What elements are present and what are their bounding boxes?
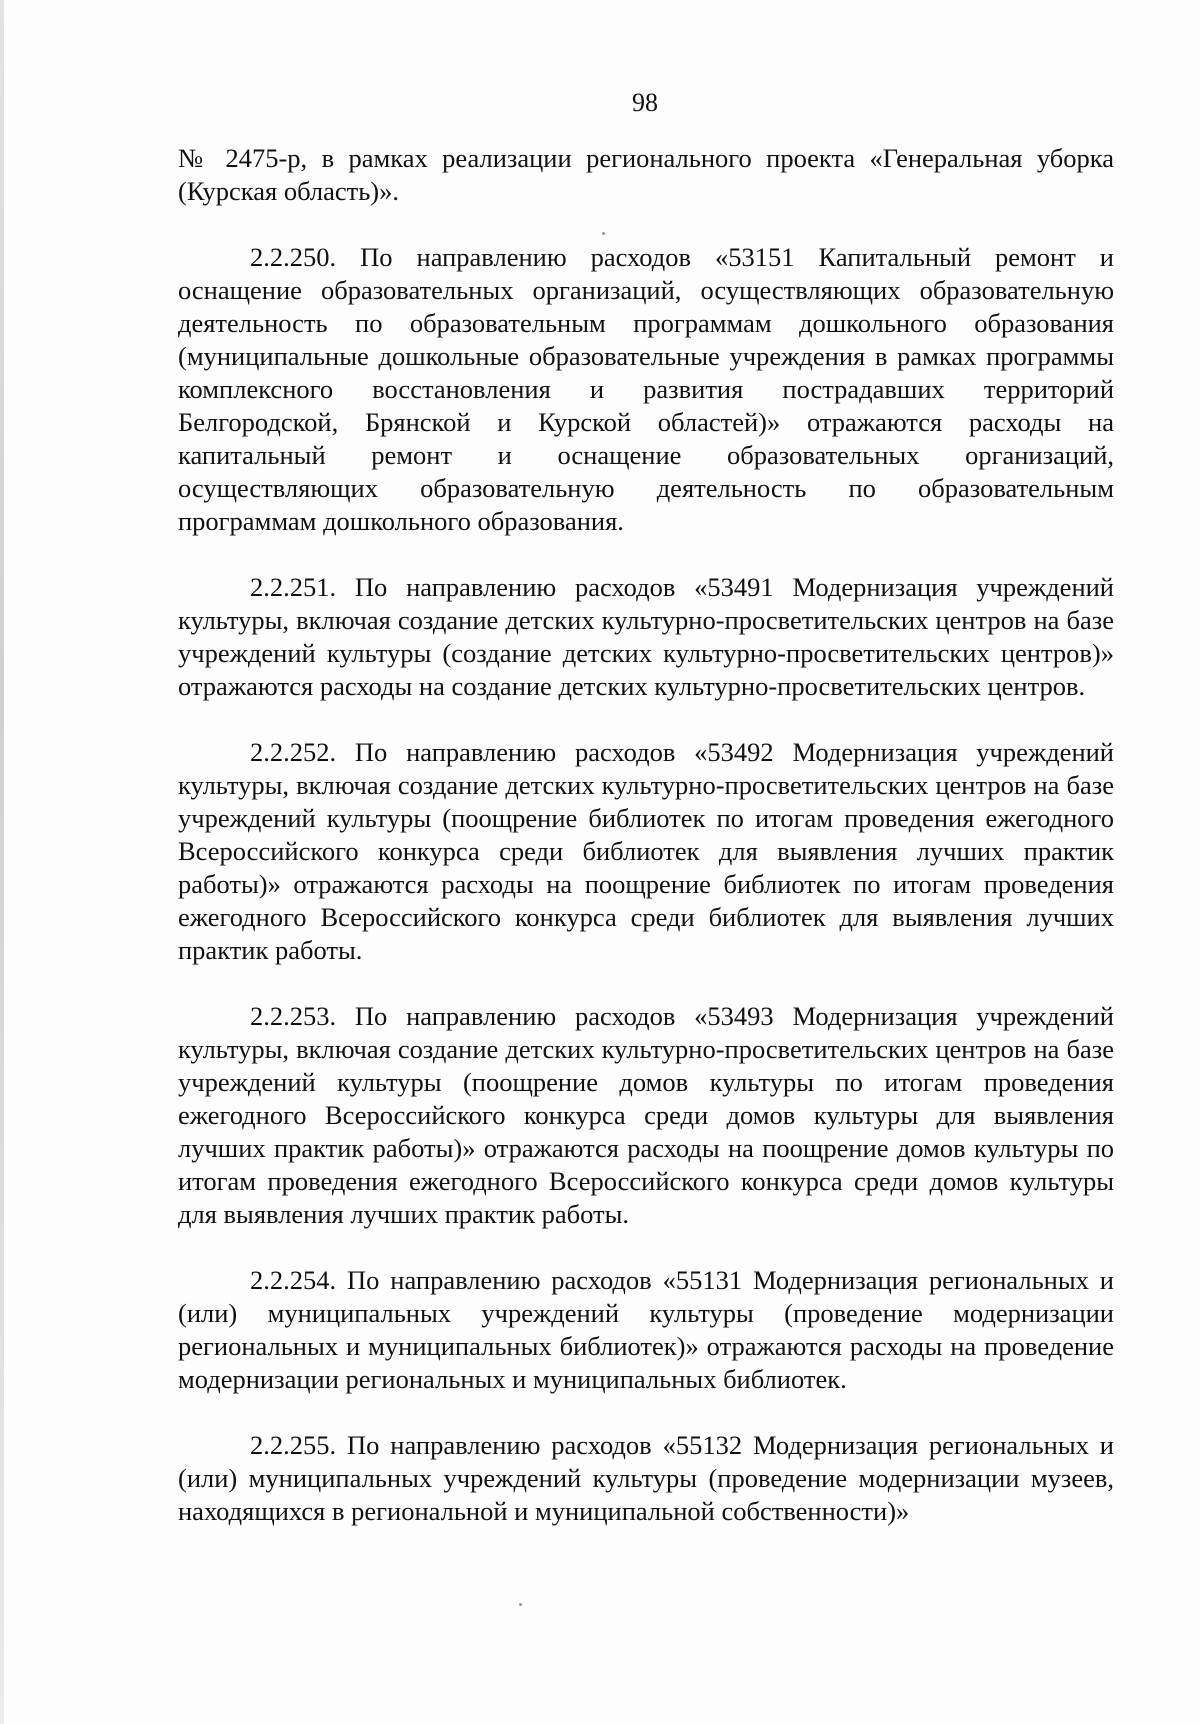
paragraph-2-2-250: 2.2.250. По направлению расходов «53151 Капитальный ремонт и оснащение образовательных организаций, осуществляющих образовательную деятельность по образовательным программам дошкольного образования (муниципальные дошкольные образовательные учреждения в рамках программы комплексного восстановления и развития пострадавших территорий Белгородской, Брянской и Курской областей)» отражаются расходы на капитальный ремонт и оснащение образовательных организаций, осуществляющих образовательную деятельность по образовательным программам дошкольного образования.	[178, 242, 1114, 536]
document-body	[178, 142, 1114, 1528]
paragraph-2-2-251: 2.2.251. По направлению расходов «53491 Модернизация учреждений культуры, включая создание детских культурно-просветительских центров на базе учреждений культуры (создание детских культурно-просветительских центров)» отражаются расходы на создание детских культурно-просветительских центров.	[178, 572, 1114, 701]
paragraph-2-2-252: 2.2.252. По направлению расходов «53492 Модернизация учреждений культуры, включая создание детских культурно-просветительских центров на базе учреждений культуры (поощрение библиотек по итогам проведения ежегодного Всероссийского конкурса среди библиотек для выявления лучших практик работы)» отражаются расходы на поощрение библиотек по итогам проведения ежегодного Всероссийского конкурса среди библиотек для выявления лучших практик работы.	[178, 737, 1114, 965]
page-number: 98	[632, 88, 658, 117]
scan-speck	[602, 232, 605, 235]
paragraph-2-2-254: 2.2.254. По направлению расходов «55131 Модернизация региональных и (или) муниципальных учреждений культуры (проведение модернизации региональных и муниципальных библиотек)» отражаются расходы на проведение модернизации региональных и муниципальных библиотек.	[178, 1265, 1114, 1394]
scan-edge-shadow	[0, 0, 4, 1724]
scan-speck	[519, 1603, 522, 1606]
paragraph-2-2-255: 2.2.255. По направлению расходов «55132 Модернизация региональных и (или) муниципальных учреждений культуры (проведение модернизации музеев, находящихся в региональной и муниципальной собственности)»	[178, 1430, 1114, 1526]
paragraph-2-2-253: 2.2.253. По направлению расходов «53493 Модернизация учреждений культуры, включая создание детских культурно-просветительских центров на базе учреждений культуры (поощрение домов культуры по итогам проведения ежегодного Всероссийского конкурса среди домов культуры для выявления лучших практик работы)» отражаются расходы на поощрение домов культуры по итогам проведения ежегодного Всероссийского конкурса среди домов культуры для выявления лучших практик работы.	[178, 1001, 1114, 1229]
paragraph-continuation: № 2475-р, в рамках реализации регионального проекта «Генеральная уборка (Курская область)».	[178, 143, 1114, 206]
